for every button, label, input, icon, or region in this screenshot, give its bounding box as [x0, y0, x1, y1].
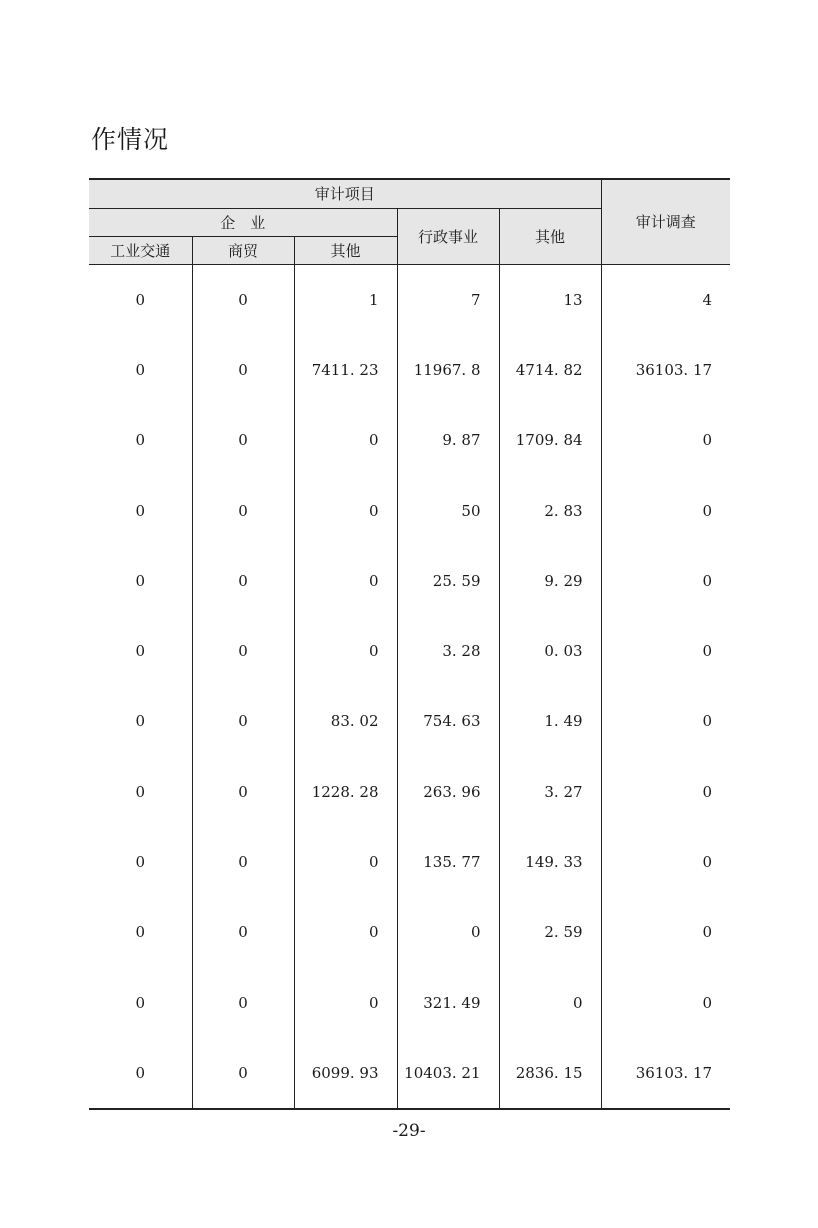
table-cell: 0 — [192, 475, 294, 545]
table-cell: 25. 59 — [397, 546, 499, 616]
table-cell: 13 — [499, 264, 601, 335]
table-cell: 0 — [702, 642, 713, 661]
table-row — [89, 1038, 730, 1109]
table-cell: 0 — [89, 897, 192, 967]
table-cell: 135. 77 — [397, 827, 499, 897]
table-cell: 0 — [294, 546, 397, 616]
table-row — [89, 897, 730, 967]
page-title: 作情况 — [91, 125, 170, 154]
table-cell: 0 — [192, 827, 294, 897]
table-cell: 1. 49 — [499, 686, 601, 756]
header-enterprise: 企 业 — [89, 208, 397, 236]
table-cell: 0 — [294, 475, 397, 545]
table-row — [89, 405, 730, 475]
table-row — [89, 475, 730, 545]
table-cell: 1 — [294, 264, 397, 335]
table-cell: 4 — [702, 290, 713, 309]
table-cell: 0 — [702, 501, 713, 520]
table-row — [89, 827, 730, 897]
table-cell: 263. 96 — [397, 757, 499, 827]
table-cell: 2836. 15 — [499, 1038, 601, 1109]
table-cell: 0 — [702, 712, 713, 731]
table-cell: 0 — [192, 264, 294, 335]
table-cell: 0 — [702, 853, 713, 872]
table-cell: 2. 83 — [499, 475, 601, 545]
table-cell: 0 — [192, 686, 294, 756]
table-cell: 0 — [192, 546, 294, 616]
table-cell: 6099. 93 — [294, 1038, 397, 1109]
header-other: 其他 — [499, 208, 601, 264]
table-cell: 4714. 82 — [499, 335, 601, 405]
table-cell: 9. 29 — [499, 546, 601, 616]
header-audit-survey: 审计调查 — [601, 179, 730, 264]
table-cell: 0 — [192, 897, 294, 967]
table-cell: 36103. 17 — [601, 1038, 730, 1109]
header-other-enterprise: 其他 — [294, 236, 397, 264]
header-industry-transport: 工业交通 — [89, 236, 192, 264]
table-cell: 0 — [89, 757, 192, 827]
table-cell: 36103. 17 — [635, 360, 713, 379]
table-cell: 0 — [294, 405, 397, 475]
table-row — [89, 967, 730, 1037]
page-number: -29- — [392, 1121, 426, 1141]
table-cell: 321. 49 — [397, 967, 499, 1037]
table-cell: 0 — [89, 405, 192, 475]
table-cell: 0 — [294, 616, 397, 686]
table-cell: 1228. 28 — [294, 757, 397, 827]
table-cell: 0 — [192, 1038, 294, 1109]
table-cell: 0 — [192, 967, 294, 1037]
table-cell: 0 — [89, 827, 192, 897]
table-cell: 50 — [397, 475, 499, 545]
table-cell: 3. 27 — [499, 757, 601, 827]
table-cell: 754. 63 — [397, 686, 499, 756]
table-row — [89, 686, 730, 756]
header-commerce-trade: 商贸 — [192, 236, 294, 264]
table-cell: 0 — [702, 782, 713, 801]
table-cell: 0 — [192, 405, 294, 475]
table-cell: 11967. 8 — [397, 335, 499, 405]
table-cell: 10403. 21 — [397, 1038, 499, 1109]
table-cell: 0 — [89, 616, 192, 686]
table-cell: 1709. 84 — [499, 405, 601, 475]
table-cell: 0 — [89, 475, 192, 545]
table-cell: 0 — [89, 686, 192, 756]
table-row — [89, 757, 730, 827]
table-cell: 0 — [294, 897, 397, 967]
table-cell: 0 — [89, 264, 192, 335]
table-cell: 7411. 23 — [294, 335, 397, 405]
table-cell: 0 — [192, 757, 294, 827]
table-cell: 0 — [294, 827, 397, 897]
table-cell: 3. 28 — [397, 616, 499, 686]
table-cell: 0 — [89, 335, 192, 405]
table-body — [89, 264, 730, 1109]
header-audit-items: 审计项目 — [89, 179, 601, 208]
table-cell: 0 — [89, 546, 192, 616]
table-row — [89, 264, 730, 335]
table-row — [89, 616, 730, 686]
table-cell: 83. 02 — [294, 686, 397, 756]
table-cell: 0 — [702, 923, 713, 942]
table-cell: 0. 03 — [499, 616, 601, 686]
header-administrative: 行政事业 — [397, 208, 499, 264]
table-cell: 0 — [89, 967, 192, 1037]
table-cell: 0 — [702, 571, 713, 590]
table-cell: 0 — [702, 431, 713, 450]
audit-table — [89, 178, 730, 1110]
table-cell: 9. 87 — [397, 405, 499, 475]
audit-table-container — [89, 178, 730, 1110]
table-cell: 7 — [397, 264, 499, 335]
table-cell: 0 — [702, 993, 713, 1012]
table-cell: 0 — [89, 1038, 192, 1109]
table-cell: 0 — [294, 967, 397, 1037]
table-cell: 0 — [499, 967, 601, 1037]
table-cell: 0 — [192, 335, 294, 405]
table-cell: 2. 59 — [499, 897, 601, 967]
table-cell: 149. 33 — [499, 827, 601, 897]
table-cell: 0 — [397, 897, 499, 967]
table-row — [89, 335, 730, 405]
table-row — [89, 546, 730, 616]
table-cell: 0 — [192, 616, 294, 686]
